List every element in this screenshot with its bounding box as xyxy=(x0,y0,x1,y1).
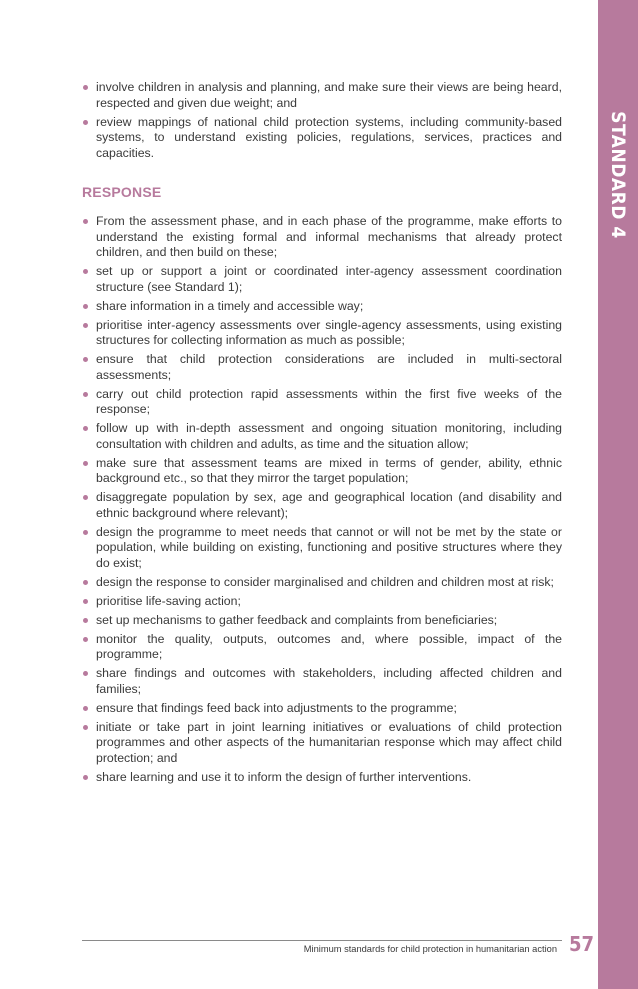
bullet-item xyxy=(82,613,562,629)
bullet-item xyxy=(82,720,562,767)
bullet-text: involve children in analysis and planning, and make sure their views are being heard, respected and given due weight; and xyxy=(96,80,562,110)
bullet-item xyxy=(82,632,562,663)
bullet-item xyxy=(82,490,562,521)
bullet-dot-icon xyxy=(83,775,88,780)
bullet-dot-icon xyxy=(83,671,88,676)
bullet-item xyxy=(82,456,562,487)
side-tab-label: STANDARD 4 xyxy=(607,111,629,239)
bullet-text: share information in a timely and accessible way; xyxy=(96,298,364,313)
bullet-dot-icon xyxy=(83,599,88,604)
bullet-dot-icon xyxy=(83,269,88,274)
bullet-text: From the assessment phase, and in each phase of the programme, make efforts to understand the existing formal and informal mechanisms that already protect children, and then build on these; xyxy=(96,214,562,259)
bullet-item xyxy=(82,701,562,717)
bullet-text: design the programme to meet needs that cannot or will not be met by the state or population, while building on existing, functioning and positive structures where they do exist; xyxy=(96,524,562,570)
bullet-dot-icon xyxy=(83,461,88,466)
bullet-item xyxy=(82,115,562,162)
bullet-text: follow up with in-depth assessment and ongoing situation monitoring, including consultation with children and adults, as time and the situation allow; xyxy=(96,421,562,451)
bullet-text: initiate or take part in joint learning initiatives or evaluations of child protection programmes and other aspects of the humanitarian response which may affect child protection; and xyxy=(96,719,562,765)
bullet-text: make sure that assessment teams are mixed in terms of gender, ability, ethnic background etc., so that they mirror the target population; xyxy=(96,455,562,485)
bullet-dot-icon xyxy=(83,426,88,431)
bullet-text: set up or support a joint or coordinated inter-agency assessment coordination structure (see Standard 1); xyxy=(96,264,562,294)
response-bullet-list xyxy=(82,214,562,785)
bullet-item xyxy=(82,352,562,383)
bullet-text: prioritise inter-agency assessments over single-agency assessments, using existing structures for collecting information as much as possible; xyxy=(96,317,562,347)
bullet-item xyxy=(82,421,562,452)
bullet-text: design the response to consider marginalised and children and children most at risk; xyxy=(96,574,554,589)
bullet-text: share findings and outcomes with stakeholders, including affected children and families; xyxy=(96,666,562,696)
standard-side-tab xyxy=(598,0,638,989)
bullet-item xyxy=(82,594,562,610)
bullet-dot-icon xyxy=(83,495,88,500)
bullet-item xyxy=(82,80,562,111)
bullet-dot-icon xyxy=(83,120,88,125)
bullet-text: disaggregate population by sex, age and geographical location (and disability and ethnic background where relevant); xyxy=(96,490,562,520)
bullet-item xyxy=(82,525,562,572)
bullet-text: set up mechanisms to gather feedback and complaints from beneficiaries; xyxy=(96,612,498,627)
bullet-text: review mappings of national child protection systems, including community-based systems, to understand existing policies, regulations, services, practices and capacities. xyxy=(96,114,562,160)
footer-title: Minimum standards for child protection in humanitarian action xyxy=(303,944,557,954)
bullet-item xyxy=(82,214,562,261)
bullet-dot-icon xyxy=(83,530,88,535)
bullet-text: monitor the quality, outputs, outcomes and, where possible, impact of the programme; xyxy=(96,631,562,661)
bullet-text: prioritise life-saving action; xyxy=(96,593,241,608)
footer-divider xyxy=(82,940,562,941)
bullet-item xyxy=(82,299,562,315)
bullet-dot-icon xyxy=(83,323,88,328)
bullet-item xyxy=(82,666,562,697)
main-content xyxy=(82,80,562,789)
bullet-dot-icon xyxy=(83,637,88,642)
bullet-dot-icon xyxy=(83,618,88,623)
bullet-item xyxy=(82,770,562,786)
bullet-dot-icon xyxy=(83,304,88,309)
bullet-item xyxy=(82,264,562,295)
bullet-dot-icon xyxy=(83,219,88,224)
page-number: 57 xyxy=(569,932,595,956)
bullet-text: ensure that findings feed back into adjustments to the programme; xyxy=(96,700,457,715)
bullet-item xyxy=(82,575,562,591)
response-heading: RESPONSE xyxy=(82,184,162,200)
bullet-item xyxy=(82,318,562,349)
bullet-dot-icon xyxy=(83,85,88,90)
bullet-text: ensure that child protection considerations are included in multi-sectoral assessments; xyxy=(96,352,562,382)
bullet-dot-icon xyxy=(83,392,88,397)
bullet-item xyxy=(82,387,562,418)
intro-bullet-list xyxy=(82,80,562,161)
bullet-text: share learning and use it to inform the design of further interventions. xyxy=(96,769,472,784)
bullet-dot-icon xyxy=(83,357,88,362)
bullet-dot-icon xyxy=(83,725,88,730)
bullet-dot-icon xyxy=(83,706,88,711)
bullet-text: carry out child protection rapid assessments within the first five weeks of the response; xyxy=(96,386,562,416)
bullet-dot-icon xyxy=(83,580,88,585)
